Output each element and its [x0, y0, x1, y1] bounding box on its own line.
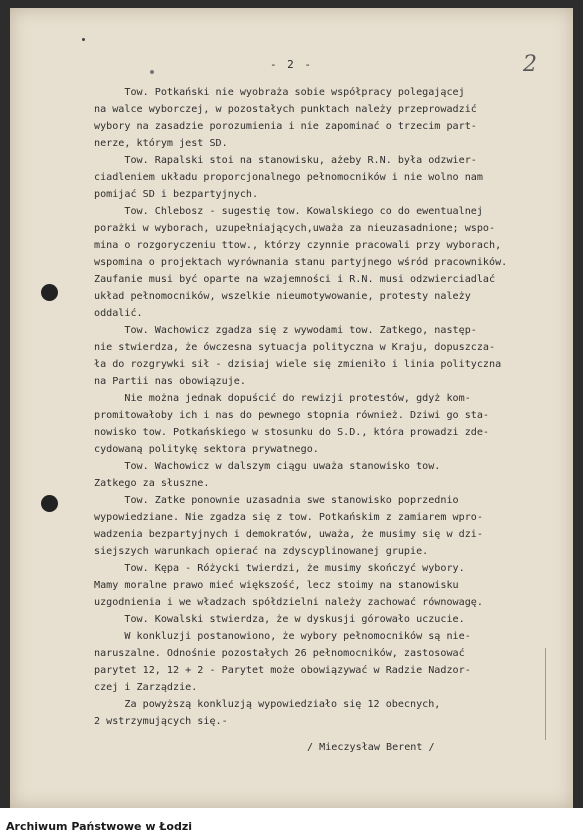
text-line: wspomina o projektach wyrównania stanu partyjnego wśród pracowników. [94, 257, 508, 268]
text-line: Tow. Kępa - Różycki twierdzi, że musimy skończyć wybory. [94, 563, 465, 574]
text-line: czej i Zarządzie. [94, 682, 198, 693]
text-line: Tow. Chlebosz - sugestię tow. Kowalskiego co do ewentualnej [94, 206, 483, 217]
punch-hole [41, 284, 58, 301]
handwritten-page-number: 2 [523, 52, 537, 77]
text-line: mina o rozgoryczeniu ttow., którzy czynnie pracowali przy wyborach, [94, 240, 502, 251]
text-line: siejszych warunkach opierać na zdyscyplinowanej grupie. [94, 546, 429, 557]
text-line: oddalić. [94, 308, 143, 319]
document-page [10, 8, 573, 808]
text-line: ła do rozgrywki sił - dzisiaj wiele się zmieniło i linia polityczna [94, 359, 502, 370]
text-line: Tow. Kowalski stwierdza, że w dyskusji górowało uczucie. [94, 614, 465, 625]
text-line: parytet 12, 12 + 2 - Parytet może obowiązywać w Radzie Nadzor- [94, 665, 471, 676]
footer-bar [0, 808, 583, 840]
text-line: 2 wstrzymujących się.- [94, 716, 228, 727]
archive-label: Archiwum Państwowe w Łodzi [6, 820, 193, 833]
text-line: nie stwierdza, że ówczesna sytuacja polityczna w Kraju, dopuszcza- [94, 342, 496, 353]
text-line: naruszalne. Odnośnie pozostałych 26 pełnomocników, zastosować [94, 648, 465, 659]
text-line: Za powyższą konkluzją wypowiedziało się 12 obecnych, [94, 699, 441, 710]
text-line: pomijać SD i bezpartyjnych. [94, 189, 259, 200]
text-line: ciadleniem układu proporcjonalnego pełnomocników i nie wolno nam [94, 172, 483, 183]
text-line: nowisko tow. Potkańskiego w stosunku do S.D., która prowadzi zde- [94, 427, 490, 438]
text-line: Tow. Rapalski stoi na stanowisku, ażeby R.N. była odzwier- [94, 155, 477, 166]
text-line: Tow. Wachowicz zgadza się z wywodami tow. Zatkego, następ- [94, 325, 477, 336]
text-line: Tow. Potkański nie wyobraża sobie współpracy polegającej [94, 87, 465, 98]
text-line: Tow. Wachowicz w dalszym ciągu uważa stanowisko tow. [94, 461, 441, 472]
text-line: wybory na zasadzie porozumienia i nie zapominać o trzecim part- [94, 121, 477, 132]
text-line: Zatkego za słuszne. [94, 478, 210, 489]
margin-mark [545, 648, 546, 740]
text-line: Zaufanie musi być oparte na wzajemności i R.N. musi odzwierciadlać [94, 274, 496, 285]
punch-hole [41, 495, 58, 512]
ink-spot [82, 38, 85, 41]
text-line: wadzenia bezpartyjnych i demokratów, uważa, że musimy się w dzi- [94, 529, 483, 540]
page-number: - 2 - [269, 58, 314, 71]
text-line: na walce wyborczej, w pozostałych punktach należy przeprowadzić [94, 104, 477, 115]
text-line: Tow. Zatke ponownie uzasadnia swe stanowisko poprzednio [94, 495, 459, 506]
text-line: W konkluzji postanowiono, że wybory pełnomocników są nie- [94, 631, 471, 642]
text-line: promitowałoby ich i nas do pewnego stopnia również. Dziwi go sta- [94, 410, 490, 421]
text-line: porażki w wyborach, uzupełniających,uważa za nieuzasadnione; wspo- [94, 223, 496, 234]
text-line: Nie można jednak dopuścić do rewizji protestów, gdyż kom- [94, 393, 471, 404]
text-line: Mamy moralne prawo mieć większość, lecz stoimy na stanowisku [94, 580, 459, 591]
text-line: uzgodnienia i we władzach spółdzielni należy zachować równowagę. [94, 597, 483, 608]
text-line: na Partii nas obowiązuje. [94, 376, 246, 387]
text-line: cydowaną politykę sektora prywatnego. [94, 444, 319, 455]
signature-line: / Mieczysław Berent / [307, 742, 435, 753]
text-line: układ pełnomocników, wszelkie nieumotywowanie, protesty należy [94, 291, 471, 302]
text-line: nerze, którym jest SD. [94, 138, 228, 149]
document-body [94, 84, 554, 730]
text-line: wypowiedziane. Nie zgadza się z tow. Potkańskim z zamiarem wpro- [94, 512, 483, 523]
